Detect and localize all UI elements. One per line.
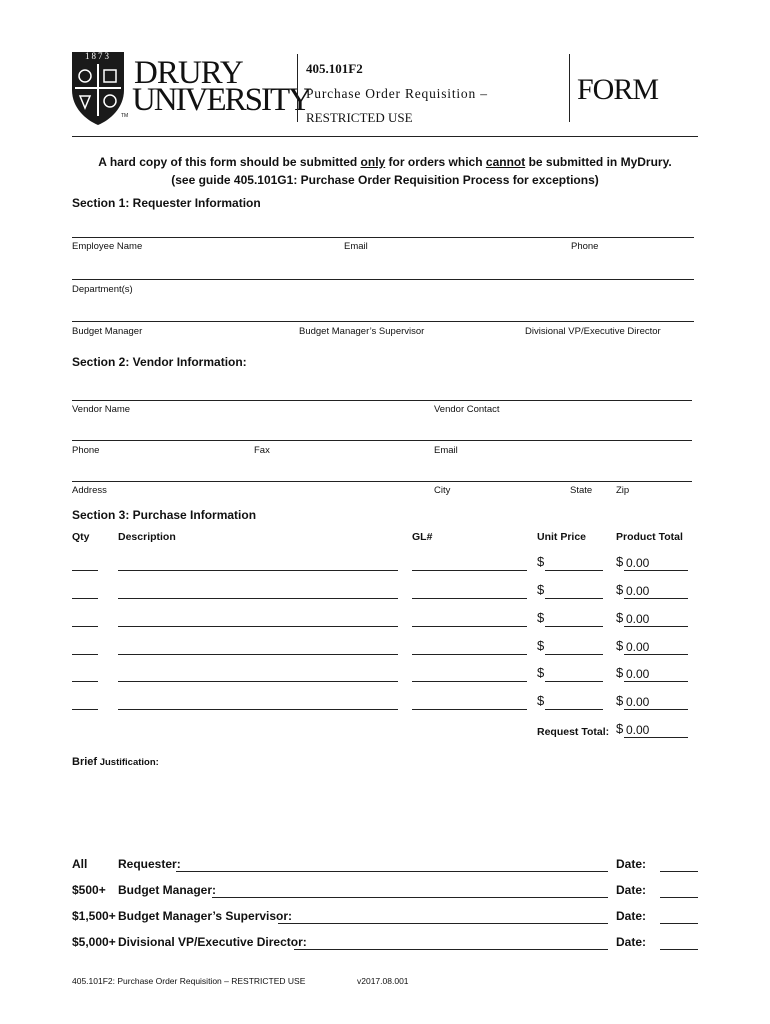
intro-only: only (360, 155, 386, 169)
row5-total-dollar: $ (616, 665, 624, 680)
sig2-role: Budget Manager: (118, 883, 217, 897)
sig4-date-line[interactable] (660, 949, 698, 950)
row5-qty-line[interactable] (72, 681, 98, 682)
university-seal (70, 50, 129, 126)
sig3-signature-line[interactable] (278, 923, 608, 924)
row6-gl-line[interactable] (412, 709, 527, 710)
employee-row-line[interactable] (72, 237, 694, 238)
header-divider-left (297, 54, 298, 122)
footer-version: v2017.08.001 (357, 976, 409, 986)
sig4-date-label: Date: (616, 935, 647, 949)
budget-manager-supervisor-label: Budget Manager’s Supervisor (299, 326, 425, 337)
intro-line2: (see guide 405.101G1: Purchase Order Requisition Process for exceptions) (171, 173, 599, 187)
row4-unit-price-line[interactable] (545, 654, 603, 655)
row2-unit-price-line[interactable] (545, 598, 603, 599)
intro-text-c: be submitted in MyDrury. (525, 155, 672, 169)
section1-title: Section 1: Requester Information (72, 196, 261, 210)
row6-product-total: 0.00 (626, 695, 650, 709)
sig3-date-label: Date: (616, 909, 647, 923)
row3-unit-price-line[interactable] (545, 626, 603, 627)
vendor-phone-label: Phone (72, 445, 100, 456)
row4-total-dollar: $ (616, 638, 624, 653)
logo-name-line1: DRURY (134, 55, 243, 91)
row1-unit-dollar: $ (537, 554, 545, 569)
row4-total-line (624, 654, 688, 655)
sig1-date-label: Date: (616, 857, 647, 871)
sig3-date-line[interactable] (660, 923, 698, 924)
form-word: FORM (577, 73, 659, 106)
shield-icon (70, 50, 129, 126)
row3-product-total: 0.00 (626, 612, 650, 626)
sig1-signature-line[interactable] (176, 871, 608, 872)
row2-qty-line[interactable] (72, 598, 98, 599)
row2-total-dollar: $ (616, 582, 624, 597)
row1-total-dollar: $ (616, 554, 624, 569)
departments-label: Department(s) (72, 284, 133, 295)
row4-gl-line[interactable] (412, 654, 527, 655)
qty-column-header: Qty (72, 531, 90, 543)
row6-total-dollar: $ (616, 693, 624, 708)
intro-line1 (0, 155, 770, 169)
vendor-city-label: City (434, 485, 451, 496)
row6-unit-dollar: $ (537, 693, 545, 708)
row5-product-total: 0.00 (626, 667, 650, 681)
request-total-label: Request Total: (537, 726, 610, 738)
budget-manager-label: Budget Manager (72, 326, 143, 337)
row2-description-line[interactable] (118, 598, 398, 599)
row3-qty-line[interactable] (72, 626, 98, 627)
row1-qty-line[interactable] (72, 570, 98, 571)
row3-total-dollar: $ (616, 610, 624, 625)
budget-row-line[interactable] (72, 321, 694, 322)
row2-total-line (624, 598, 688, 599)
row1-gl-line[interactable] (412, 570, 527, 571)
sig2-date-line[interactable] (660, 897, 698, 898)
sig2-date-label: Date: (616, 883, 647, 897)
row1-total-line (624, 570, 688, 571)
row4-unit-dollar: $ (537, 638, 545, 653)
header-rule (72, 136, 698, 137)
justification-brief: Brief (72, 756, 98, 768)
sig4-threshold: $5,000+ (72, 935, 116, 949)
intro-cannot: cannot (485, 155, 526, 169)
vendor-contact-label: Vendor Contact (434, 404, 500, 415)
vendor-name-label: Vendor Name (72, 404, 131, 415)
row3-gl-line[interactable] (412, 626, 527, 627)
row1-description-line[interactable] (118, 570, 398, 571)
vendor-fax-label: Fax (254, 445, 270, 456)
row5-total-line (624, 681, 688, 682)
row6-unit-price-line[interactable] (545, 709, 603, 710)
row2-product-total: 0.00 (626, 584, 650, 598)
vendor-address-label: Address (72, 485, 107, 496)
divisional-vp-label: Divisional VP/Executive Director (525, 326, 661, 337)
sig3-role: Budget Manager’s Supervisor: (118, 909, 293, 923)
row5-unit-dollar: $ (537, 665, 545, 680)
sig4-signature-line[interactable] (294, 949, 608, 950)
section2-title: Section 2: Vendor Information: (72, 355, 247, 369)
header-divider-right (569, 54, 570, 122)
sig2-threshold: $500+ (72, 883, 106, 897)
request-total-line (624, 737, 688, 738)
vendor-phone-line[interactable] (72, 440, 692, 441)
row4-description-line[interactable] (118, 654, 398, 655)
sig1-date-line[interactable] (660, 871, 698, 872)
form-subtitle: RESTRICTED USE (306, 110, 413, 125)
justification-label[interactable] (72, 752, 159, 770)
form-number: 405.101F2 (306, 61, 363, 76)
row6-description-line[interactable] (118, 709, 398, 710)
row3-unit-dollar: $ (537, 610, 545, 625)
sig4-role: Divisional VP/Executive Director: (118, 935, 307, 949)
row3-description-line[interactable] (118, 626, 398, 627)
row2-unit-dollar: $ (537, 582, 545, 597)
logo-name-line2: UNIVERSITY (132, 82, 310, 118)
vendor-zip-label: Zip (616, 485, 630, 496)
row4-product-total: 0.00 (626, 640, 650, 654)
sig3-threshold: $1,500+ (72, 909, 116, 923)
sig2-signature-line[interactable] (212, 897, 608, 898)
row4-qty-line[interactable] (72, 654, 98, 655)
row5-gl-line[interactable] (412, 681, 527, 682)
vendor-name-line[interactable] (72, 400, 692, 401)
gl-column-header: GL# (412, 531, 433, 543)
request-total-value: 0.00 (626, 723, 650, 737)
row6-qty-line[interactable] (72, 709, 98, 710)
product-total-column-header: Product Total (616, 531, 683, 543)
row1-product-total: 0.00 (626, 556, 650, 570)
vendor-state-label: State (570, 485, 593, 496)
row3-total-line (624, 626, 688, 627)
row5-description-line[interactable] (118, 681, 398, 682)
unit-price-column-header: Unit Price (537, 531, 587, 543)
employee-name-label: Employee Name (72, 241, 143, 252)
description-column-header: Description (118, 531, 176, 543)
footer-form-name: 405.101F2: Purchase Order Requisition – RESTRICTED USE (72, 976, 306, 986)
department-line[interactable] (72, 279, 694, 280)
row6-total-line (624, 709, 688, 710)
row2-gl-line[interactable] (412, 598, 527, 599)
sig1-threshold: All (72, 857, 88, 871)
request-total-dollar: $ (616, 721, 624, 736)
justification-word: Justification: (97, 757, 159, 768)
requester-phone-label: Phone (571, 241, 599, 252)
vendor-address-line[interactable] (72, 481, 692, 482)
seal-year: 1873 (85, 51, 111, 61)
section3-title: Section 3: Purchase Information (72, 508, 257, 522)
row5-unit-price-line[interactable] (545, 681, 603, 682)
intro-text-b: for orders which (385, 155, 486, 169)
vendor-email-label: Email (434, 445, 458, 456)
row1-unit-price-line[interactable] (545, 570, 603, 571)
requester-email-label: Email (344, 241, 368, 252)
logo-trademark: TM (121, 113, 129, 119)
form-title: Purchase Order Requisition – (306, 86, 488, 101)
intro-text-a: A hard copy of this form should be submitted (98, 155, 361, 169)
sig1-role: Requester: (118, 857, 181, 871)
